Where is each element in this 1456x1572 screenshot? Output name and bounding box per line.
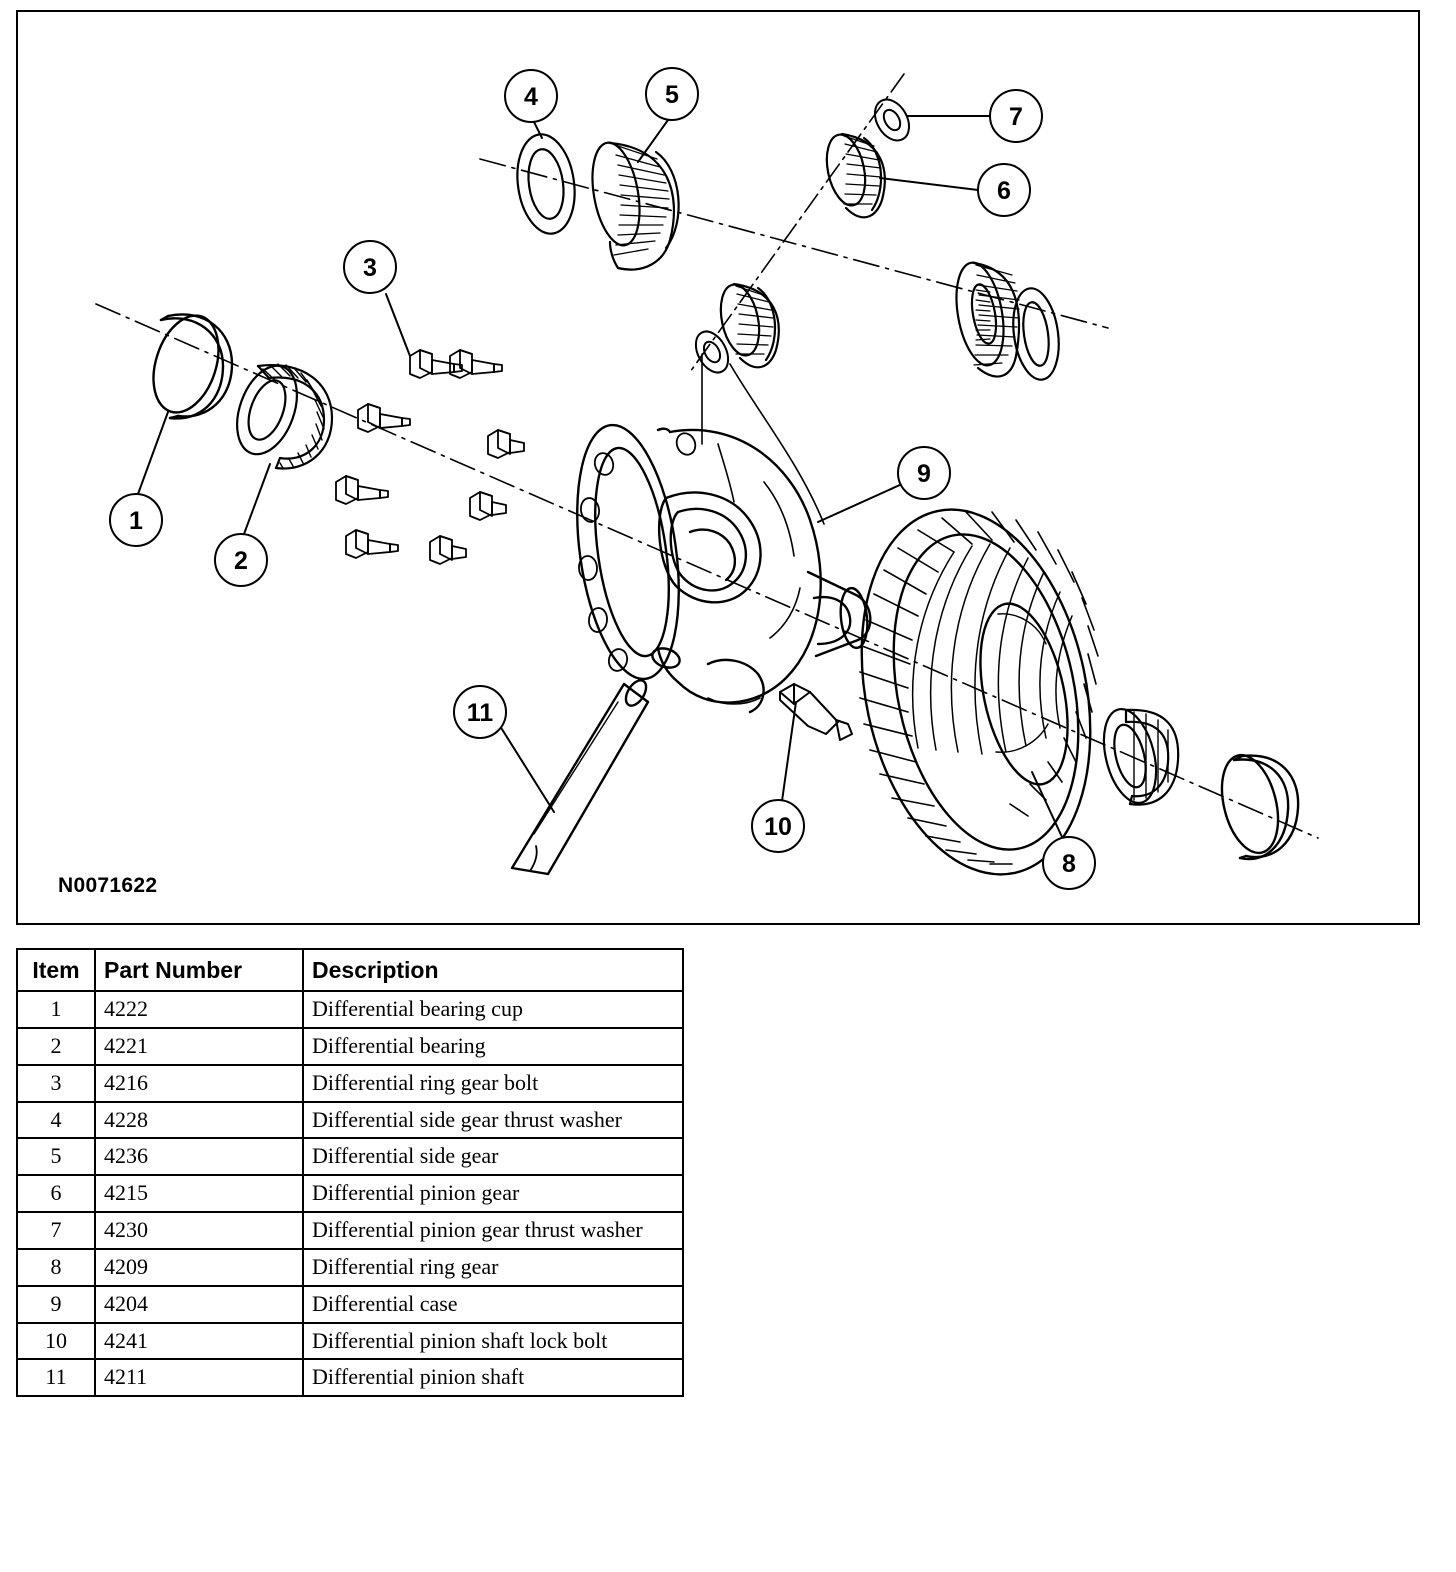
- table-row: [17, 1138, 683, 1175]
- callout-4: 4: [524, 83, 538, 111]
- cell-description: Differential pinion gear thrust washer: [303, 1212, 683, 1249]
- part-differential-bearing-right: [1095, 704, 1178, 809]
- callout-2: 2: [234, 547, 248, 575]
- cell-item: 4: [17, 1102, 95, 1139]
- parts-table: [16, 948, 684, 1397]
- table-row: [17, 1028, 683, 1065]
- cell-item: 8: [17, 1249, 95, 1286]
- cell-part-number: 4236: [95, 1138, 303, 1175]
- table-row: [17, 1286, 683, 1323]
- cell-description: Differential side gear thrust washer: [303, 1102, 683, 1139]
- cell-description: Differential ring gear bolt: [303, 1065, 683, 1102]
- figure-id-label: N0071622: [58, 874, 158, 897]
- part-bearing-cup-right: [1213, 749, 1298, 859]
- cell-description: Differential bearing cup: [303, 991, 683, 1028]
- cell-item: 5: [17, 1138, 95, 1175]
- table-row: [17, 1249, 683, 1286]
- part-pinion-thrust-washer-upper: [868, 93, 916, 146]
- table-row: [17, 991, 683, 1028]
- cell-item: 11: [17, 1359, 95, 1396]
- differential-exploded-diagram: [18, 12, 1418, 923]
- part-side-gear-left: [585, 139, 678, 270]
- illustration-frame: [16, 10, 1420, 925]
- assembly-leader-lines: [702, 354, 824, 524]
- callout-5: 5: [665, 81, 679, 109]
- part-differential-case: [563, 419, 871, 712]
- cell-description: Differential pinion shaft lock bolt: [303, 1323, 683, 1360]
- callout-11: 11: [466, 699, 494, 727]
- cell-part-number: 4222: [95, 991, 303, 1028]
- callout-9: 9: [917, 460, 931, 488]
- table-row: [17, 1065, 683, 1102]
- part-side-gear-right: [949, 259, 1019, 377]
- cell-part-number: 4216: [95, 1065, 303, 1102]
- cell-description: Differential ring gear: [303, 1249, 683, 1286]
- part-pinion-shaft: [512, 677, 650, 874]
- part-pinion-thrust-washer-lower: [689, 326, 734, 378]
- part-ring-gear: [830, 488, 1122, 896]
- part-bearing-cup: [142, 307, 232, 421]
- callout-6: 6: [997, 177, 1011, 205]
- callout-10: 10: [764, 813, 792, 841]
- cell-item: 1: [17, 991, 95, 1028]
- cell-item: 7: [17, 1212, 95, 1249]
- part-differential-bearing: [226, 358, 332, 469]
- cell-item: 2: [17, 1028, 95, 1065]
- cell-item: 3: [17, 1065, 95, 1102]
- callout-1: 1: [129, 507, 143, 535]
- cell-part-number: 4204: [95, 1286, 303, 1323]
- part-ring-gear-bolts: [336, 350, 524, 564]
- table-row: [17, 1175, 683, 1212]
- cell-part-number: 4228: [95, 1102, 303, 1139]
- cell-description: Differential case: [303, 1286, 683, 1323]
- header-description: Description: [303, 949, 683, 991]
- cell-part-number: 4230: [95, 1212, 303, 1249]
- callout-3: 3: [363, 254, 377, 282]
- cell-description: Differential bearing: [303, 1028, 683, 1065]
- cell-part-number: 4215: [95, 1175, 303, 1212]
- cell-item: 6: [17, 1175, 95, 1212]
- table-row: [17, 1359, 683, 1396]
- cell-description: Differential pinion gear: [303, 1175, 683, 1212]
- table-row: [17, 1212, 683, 1249]
- cell-part-number: 4211: [95, 1359, 303, 1396]
- cell-part-number: 4221: [95, 1028, 303, 1065]
- cell-description: Differential pinion shaft: [303, 1359, 683, 1396]
- table-row: [17, 1102, 683, 1139]
- cell-item: 9: [17, 1286, 95, 1323]
- table-header-row: [17, 949, 683, 991]
- header-item: Item: [17, 949, 95, 991]
- part-lock-bolt: [780, 684, 852, 740]
- callout-group: [110, 68, 1095, 889]
- cell-item: 10: [17, 1323, 95, 1360]
- callout-8: 8: [1062, 850, 1076, 878]
- table-row: [17, 1323, 683, 1360]
- header-part-number: Part Number: [95, 949, 303, 991]
- cell-part-number: 4241: [95, 1323, 303, 1360]
- callout-7: 7: [1009, 103, 1023, 131]
- cell-description: Differential side gear: [303, 1138, 683, 1175]
- cell-part-number: 4209: [95, 1249, 303, 1286]
